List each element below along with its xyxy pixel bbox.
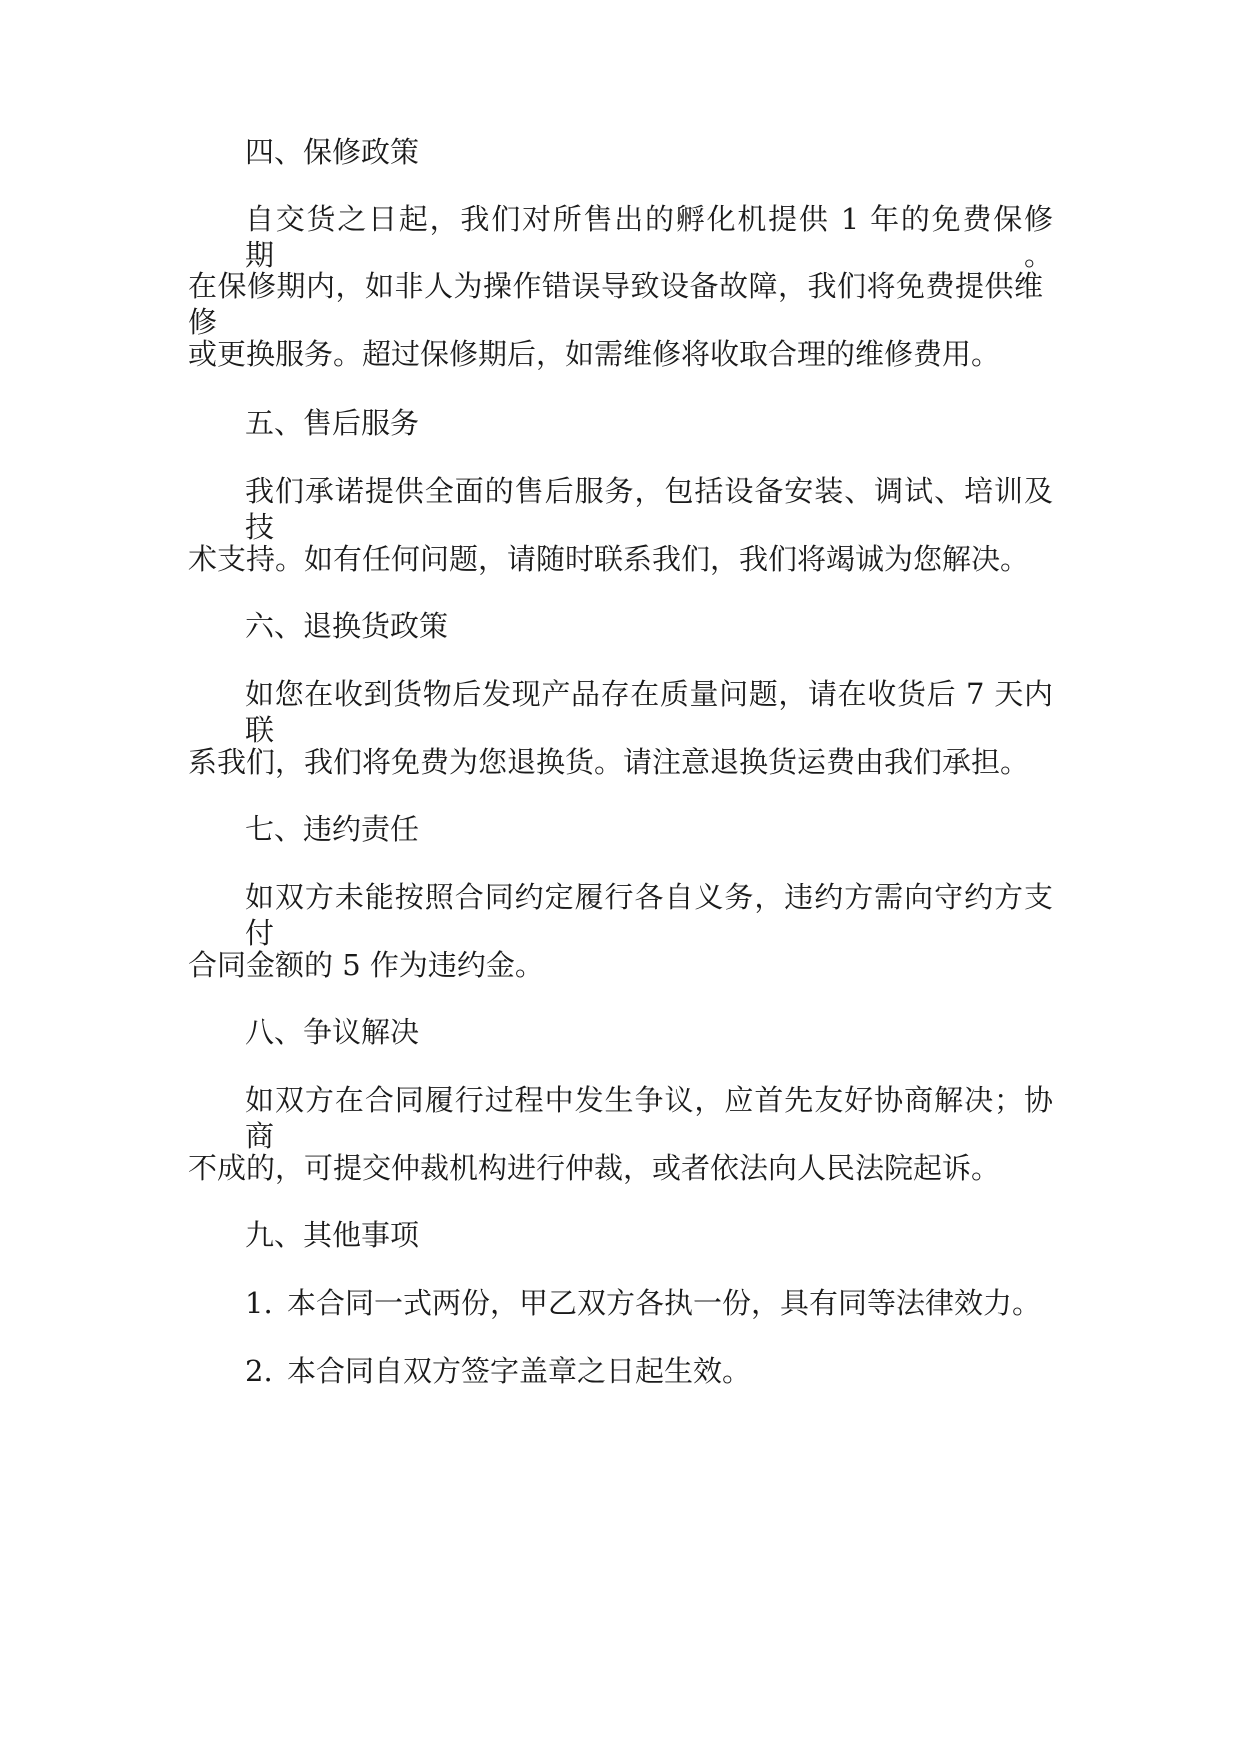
section-heading-liability: 七、违约责任 bbox=[245, 812, 420, 846]
list-item bbox=[245, 1285, 1041, 1321]
section-heading-after-sales: 五、售后服务 bbox=[245, 406, 420, 440]
paragraph-line: 我们承诺提供全面的售后服务，包括设备安装、调试、培训及技 bbox=[245, 474, 1053, 544]
paragraph-line: 自交货之日起，我们对所售出的孵化机提供 1 年的免费保修期。 bbox=[245, 202, 1053, 272]
list-item-text: 本合同一式两份，甲乙双方各执一份，具有同等法律效力。 bbox=[287, 1286, 1042, 1320]
list-item-text: 本合同自双方签字盖章之日起生效。 bbox=[287, 1354, 752, 1388]
paragraph-line: 如双方未能按照合同约定履行各自义务，违约方需向守约方支付 bbox=[245, 880, 1053, 950]
section-heading-warranty: 四、保修政策 bbox=[245, 135, 420, 169]
paragraph-line: 合同金额的 5 作为违约金。 bbox=[188, 948, 544, 982]
list-item bbox=[245, 1353, 751, 1389]
paragraph-line: 在保修期内，如非人为操作错误导致设备故障，我们将免费提供维修 bbox=[188, 269, 1043, 339]
paragraph-line: 系我们，我们将免费为您退换货。请注意退换货运费由我们承担。 bbox=[188, 745, 1030, 779]
list-item-number: 1. bbox=[245, 1286, 273, 1320]
paragraph-line: 不成的，可提交仲裁机构进行仲裁，或者依法向人民法院起诉。 bbox=[188, 1151, 1001, 1185]
list-item-number: 2. bbox=[245, 1354, 273, 1388]
paragraph-line: 术支持。如有任何问题，请随时联系我们，我们将竭诚为您解决。 bbox=[188, 542, 1030, 576]
paragraph-line: 如双方在合同履行过程中发生争议，应首先友好协商解决；协商 bbox=[245, 1083, 1053, 1153]
section-heading-dispute: 八、争议解决 bbox=[245, 1015, 420, 1049]
paragraph-line: 如您在收到货物后发现产品存在质量问题，请在收货后 7 天内联 bbox=[245, 677, 1053, 747]
paragraph-line: 或更换服务。超过保修期后，如需维修将收取合理的维修费用。 bbox=[188, 337, 1001, 371]
section-heading-returns: 六、退换货政策 bbox=[245, 609, 449, 643]
section-heading-other: 九、其他事项 bbox=[245, 1218, 420, 1252]
